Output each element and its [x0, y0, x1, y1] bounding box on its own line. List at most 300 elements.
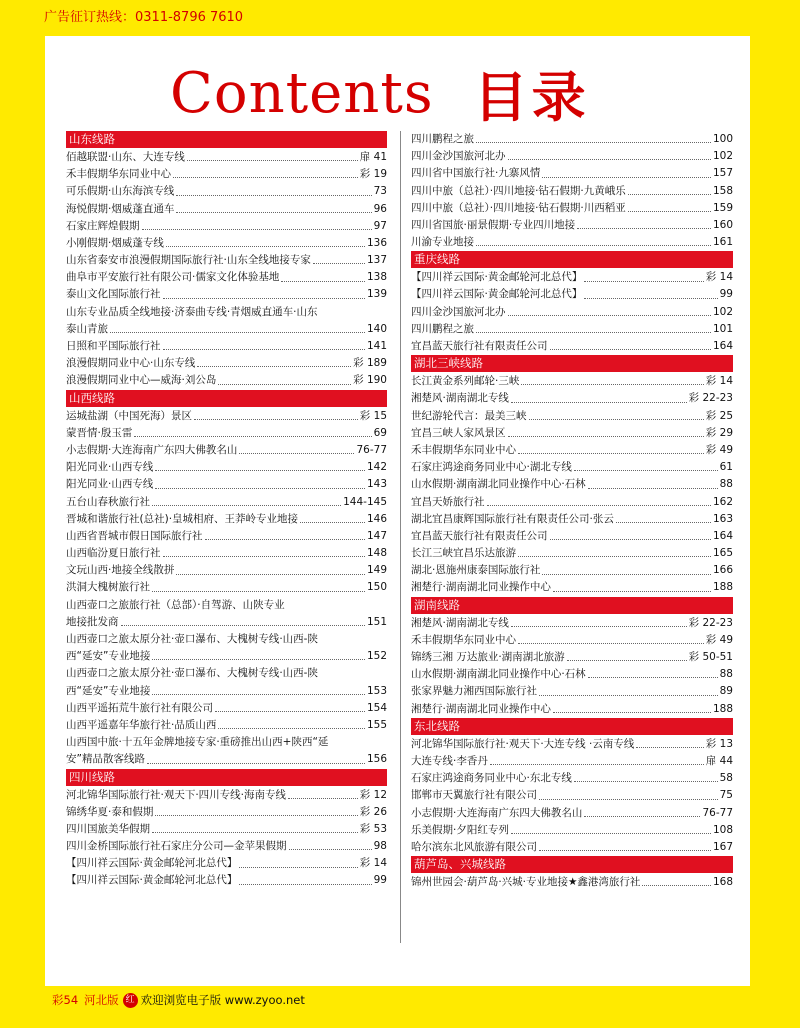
toc-entry[interactable]: [411, 874, 733, 891]
toc-entry-title: 曲阜市平安旅行社有限公司·儒家文化体验基地: [66, 271, 280, 284]
dot-leader: [518, 642, 704, 644]
toc-entry-page: 153: [366, 684, 387, 697]
title-english: Contents: [170, 61, 434, 126]
dot-leader: [553, 711, 711, 713]
toc-entry-title: 石家庄鸿途商务同业中心·东北专线: [411, 772, 572, 785]
dot-leader: [550, 538, 711, 540]
toc-entry-page: 扉 41: [359, 150, 387, 163]
page-title: [170, 55, 590, 129]
dot-leader: [508, 435, 704, 437]
toc-entry-page: 136: [366, 236, 387, 249]
toc-entry-page: 彩 50-51: [688, 651, 733, 664]
toc-entry-title: 石家庄鸿途商务同业中心·湖北专线: [411, 461, 572, 474]
dot-leader: [584, 280, 703, 282]
toc-entry-page: 75: [719, 789, 733, 802]
toc-entry[interactable]: [66, 631, 387, 648]
toc-entry-page: 彩 14: [705, 271, 733, 284]
dot-leader: [288, 797, 358, 799]
toc-entry[interactable]: [66, 787, 387, 804]
toc-entry[interactable]: [66, 201, 387, 218]
dot-leader: [289, 848, 372, 850]
toc-entry-title: 阳光同业·山西专线: [66, 461, 154, 474]
toc-entry-title: 四川省国旅·丽景假期·专业四川地接: [411, 218, 576, 231]
toc-entry[interactable]: [411, 683, 733, 700]
toc-entry-title: 山西壶口之旅太原分社·壶口瀑布、大槐树专线·山西-陕: [66, 667, 318, 680]
toc-entry-title: 湖北宜昌康辉国际旅行社有限责任公司·张云: [411, 512, 614, 525]
toc-entry[interactable]: [411, 528, 733, 545]
toc-entry[interactable]: [66, 476, 387, 493]
toc-entry[interactable]: [411, 753, 733, 770]
toc-entry-title: 【四川祥云国际·黄金邮轮河北总代】: [411, 271, 583, 284]
dot-leader: [239, 883, 371, 885]
dot-leader: [300, 521, 365, 523]
dot-leader: [636, 746, 703, 748]
toc-entry-title: 湘楚风·湖南湖北专线: [411, 392, 509, 405]
toc-entry-title: 乐美假期·夕阳红专列: [411, 823, 509, 836]
toc-entry[interactable]: [66, 166, 387, 183]
toc-entry-page: 138: [366, 271, 387, 284]
dot-leader: [476, 244, 711, 246]
toc-entry-title: 锦州世园会·葫芦岛·兴城·专业地接★鑫港湾旅行社: [411, 876, 641, 889]
toc-entry[interactable]: [66, 252, 387, 269]
toc-entry-title: 山东省泰安市浪漫假期国际旅行社·山东全线地接专家: [66, 254, 311, 267]
dot-leader: [155, 487, 365, 489]
toc-entry-title: 运城盐湖（中国死海）景区: [66, 409, 192, 422]
toc-entry-title: 禾丰假期华东同业中心: [66, 168, 171, 181]
toc-entry[interactable]: [66, 149, 387, 166]
dot-leader: [539, 798, 718, 800]
toc-entry-page: 彩 22-23: [688, 616, 733, 629]
toc-entry[interactable]: [411, 165, 733, 182]
dot-leader: [577, 227, 711, 229]
toc-entry-title: 河北锦华国际旅行社·观天下·大连专线 ·云南专线: [411, 737, 635, 750]
title-chinese: 目录: [473, 66, 590, 129]
toc-entry-page: 188: [712, 581, 733, 594]
dot-leader: [176, 211, 371, 213]
section-header: 葫芦岛、兴城线路: [411, 856, 733, 873]
toc-entry-page: 164: [712, 340, 733, 353]
toc-entry-title: 泰山文化国际旅行社: [66, 288, 161, 301]
toc-entry[interactable]: [411, 649, 733, 666]
toc-entry-title: 禾丰假期华东同业中心: [411, 633, 516, 646]
dot-leader: [163, 297, 365, 299]
toc-entry[interactable]: [411, 511, 733, 528]
toc-entry-title: 文玩山西·地接全线散拼: [66, 564, 175, 577]
dot-leader: [218, 727, 365, 729]
toc-entry-page: 149: [366, 564, 387, 577]
toc-entry[interactable]: [411, 494, 733, 511]
toc-entry-title: 山水假期·湖南湖北同业操作中心·石林: [411, 478, 586, 491]
toc-entry-page: 彩 189: [353, 357, 387, 370]
toc-entry[interactable]: [411, 666, 733, 683]
section-header: 四川线路: [66, 769, 387, 786]
toc-entry-title: 洪洞大槐树旅行社: [66, 581, 150, 594]
toc-entry[interactable]: [411, 476, 733, 493]
toc-entry-title: 蒙晋情·殷玉雷: [66, 426, 133, 439]
dot-leader: [476, 141, 711, 143]
toc-entry-title: 小志假期·大连海南广东四大佛教名山: [411, 806, 583, 819]
toc-entry[interactable]: [66, 700, 387, 717]
toc-entry[interactable]: [66, 545, 387, 562]
toc-entry[interactable]: [66, 562, 387, 579]
dot-leader: [616, 521, 711, 523]
toc-entry-title: 四川国旅美华假期: [66, 822, 150, 835]
toc-entry-page: 101: [712, 322, 733, 335]
toc-left-column: [66, 131, 387, 890]
toc-entry[interactable]: [411, 287, 733, 304]
dot-leader: [152, 693, 365, 695]
toc-entry-page: 168: [712, 876, 733, 889]
toc-entry-title: 锦绣华夏·泰和假期: [66, 805, 154, 818]
toc-entry[interactable]: [411, 787, 733, 804]
dot-leader: [205, 538, 365, 540]
dot-leader: [152, 658, 365, 660]
dot-leader: [166, 245, 365, 247]
dot-leader: [152, 504, 341, 506]
dot-leader: [508, 158, 711, 160]
dot-leader: [542, 176, 711, 178]
toc-entry-title: 四川省中国旅行社·九寨风情: [411, 167, 541, 180]
toc-entry-title: 小刚假期·烟威蓬专线: [66, 236, 164, 249]
toc-entry[interactable]: [411, 615, 733, 632]
toc-entry-page: 100: [712, 132, 733, 145]
toc-entry-page: 142: [366, 461, 387, 474]
toc-entry-page: 163: [712, 512, 733, 525]
dot-leader: [194, 418, 358, 420]
toc-entry[interactable]: [66, 838, 387, 855]
toc-entry[interactable]: [66, 821, 387, 838]
toc-entry[interactable]: [411, 459, 733, 476]
toc-entry[interactable]: [66, 218, 387, 235]
toc-entry-title: 四川鹏程之旅: [411, 322, 474, 335]
toc-entry[interactable]: [66, 494, 387, 511]
dot-leader: [218, 383, 351, 385]
dot-leader: [508, 314, 711, 316]
toc-entry[interactable]: [411, 632, 733, 649]
toc-entry-title: 哈尔滨东北风旅游有限公司: [411, 840, 537, 853]
toc-entry-page: 76-77: [702, 806, 733, 819]
toc-entry-page: 143: [366, 478, 387, 491]
toc-entry[interactable]: [411, 408, 733, 425]
toc-entry-page: 102: [712, 305, 733, 318]
footer-link-text[interactable]: 欢迎浏览电子版 www.zyoo.net: [140, 993, 305, 1007]
toc-entry[interactable]: [66, 528, 387, 545]
toc-entry-title: 山西国中旅·十五年金牌地接专家·重磅推出山西+陕西“延: [66, 736, 329, 749]
toc-entry-title: 禾丰假期华东同业中心: [411, 443, 516, 456]
dot-leader: [539, 694, 718, 696]
toc-entry-page: 彩 19: [359, 168, 387, 181]
dot-leader: [313, 262, 365, 264]
toc-entry-page: 140: [366, 322, 387, 335]
toc-entry-page: 彩 49: [705, 633, 733, 646]
dot-leader: [588, 676, 718, 678]
toc-entry-title: 山水假期·湖南湖北同业操作中心·石林: [411, 668, 586, 681]
dot-leader: [176, 194, 371, 196]
section-header: 湖北三峡线路: [411, 355, 733, 372]
toc-entry-title: 西“延安”专业地接: [66, 684, 151, 697]
dot-leader: [539, 849, 711, 851]
toc-entry[interactable]: [66, 183, 387, 200]
dot-leader: [239, 452, 354, 454]
toc-entry[interactable]: [411, 304, 733, 321]
toc-entry-title: 阳光同业·山西专线: [66, 478, 154, 491]
toc-entry-title: 长江三峡宜昌乐达旅游: [411, 547, 516, 560]
dot-leader: [155, 469, 365, 471]
page-footer: [52, 992, 305, 1008]
toc-entry[interactable]: [66, 597, 387, 614]
toc-entry[interactable]: [411, 839, 733, 856]
toc-entry[interactable]: [411, 373, 733, 390]
toc-entry-title: 山西省晋城市假日国际旅行社: [66, 529, 203, 542]
toc-entry[interactable]: [411, 234, 733, 251]
toc-entry-title: 佰越联盟·山东、大连专线: [66, 150, 185, 163]
toc-entry-page: 99: [719, 288, 733, 301]
toc-entry-page: 158: [712, 184, 733, 197]
toc-entry-page: 彩 14: [705, 375, 733, 388]
dot-leader: [511, 401, 687, 403]
toc-entry-page: 彩 29: [705, 426, 733, 439]
toc-entry-title: 长江黄金系列邮轮·三峡: [411, 375, 520, 388]
toc-entry-title: 湘楚行·湖南湖北同业操作中心: [411, 702, 551, 715]
section-header: 山西线路: [66, 390, 387, 407]
dot-leader: [134, 435, 371, 437]
toc-entry[interactable]: [411, 562, 733, 579]
dot-leader: [155, 814, 357, 816]
dot-leader: [518, 452, 704, 454]
dot-leader: [163, 555, 365, 557]
toc-entry[interactable]: [411, 701, 733, 718]
toc-entry-title: 小志假期·大连海南广东四大佛教名山: [66, 443, 238, 456]
toc-entry-page: 164: [712, 529, 733, 542]
toc-entry-title: 晋城和谐旅行社(总社)·皇城相府、王莽岭专业地接: [66, 512, 299, 525]
toc-entry[interactable]: [66, 511, 387, 528]
dot-leader: [239, 866, 357, 868]
toc-entry-page: 彩 25: [705, 409, 733, 422]
dot-leader: [518, 555, 711, 557]
toc-entry[interactable]: [411, 269, 733, 286]
dot-leader: [529, 418, 704, 420]
toc-entry[interactable]: [411, 442, 733, 459]
toc-entry-page: 141: [366, 340, 387, 353]
dot-leader: [553, 590, 711, 592]
dot-leader: [487, 504, 711, 506]
dot-leader: [121, 624, 365, 626]
section-header: 湖南线路: [411, 597, 733, 614]
toc-entry-page: 157: [712, 167, 733, 180]
toc-entry-page: 97: [373, 219, 387, 232]
toc-entry[interactable]: [411, 736, 733, 753]
dot-leader: [163, 348, 365, 350]
toc-entry-page: 162: [712, 495, 733, 508]
dot-leader: [476, 331, 711, 333]
toc-entry[interactable]: [411, 580, 733, 597]
dot-leader: [197, 365, 351, 367]
dot-leader: [152, 590, 365, 592]
toc-entry-page: 彩 53: [359, 822, 387, 835]
section-header: 山东线路: [66, 131, 387, 148]
toc-entry-title: 山西壶口之旅旅行社（总部）·自驾游、山陕专业: [66, 598, 285, 611]
toc-entry-title: 山西壶口之旅太原分社·壶口瀑布、大槐树专线·山西-陕: [66, 633, 318, 646]
toc-entry-title: 大连专线·李香丹: [411, 754, 488, 767]
toc-entry[interactable]: [66, 235, 387, 252]
toc-entry-page: 152: [366, 650, 387, 663]
toc-entry-page: 148: [366, 547, 387, 560]
dot-leader: [584, 297, 717, 299]
toc-entry[interactable]: [411, 545, 733, 562]
toc-entry[interactable]: [411, 183, 733, 200]
toc-entry[interactable]: [66, 459, 387, 476]
toc-entry[interactable]: [66, 855, 387, 872]
toc-entry-title: 石家庄辉煌假期: [66, 219, 140, 232]
toc-entry-page: 彩 22-23: [688, 392, 733, 405]
toc-entry[interactable]: [66, 683, 387, 700]
toc-entry[interactable]: [411, 390, 733, 407]
dot-leader: [147, 762, 365, 764]
toc-entry-title: 宜昌天娇旅行社: [411, 495, 485, 508]
dot-leader: [567, 659, 687, 661]
toc-entry[interactable]: [411, 217, 733, 234]
dot-leader: [574, 469, 718, 471]
toc-entry-page: 96: [373, 202, 387, 215]
toc-entry[interactable]: [66, 734, 387, 751]
toc-entry-page: 69: [373, 426, 387, 439]
toc-entry-title: 山东专业品质全线地接·济泰曲专线·青烟威直通车·山东: [66, 305, 318, 318]
dot-leader: [142, 228, 372, 230]
toc-entry-title: 【四川祥云国际·黄金邮轮河北总代】: [66, 857, 238, 870]
toc-entry-title: 湘楚风·湖南湖北专线: [411, 616, 509, 629]
toc-entry-page: 154: [366, 701, 387, 714]
toc-entry-page: 137: [366, 254, 387, 267]
toc-entry-page: 147: [366, 529, 387, 542]
toc-entry[interactable]: [411, 822, 733, 839]
toc-entry[interactable]: [66, 287, 387, 304]
toc-entry-title: 宜昌三峡人家风景区: [411, 426, 506, 439]
toc-entry-title: 四川中旅（总社）·四川地接·钻石假期·川西稻亚: [411, 201, 626, 214]
toc-entry-page: 165: [712, 547, 733, 560]
toc-entry-page: 88: [719, 668, 733, 681]
toc-entry-page: 139: [366, 288, 387, 301]
dot-leader: [176, 573, 365, 575]
ad-hotline: 广告征订热线：0311-8796 7610: [44, 10, 244, 25]
dot-leader: [187, 159, 358, 161]
dot-leader: [152, 831, 358, 833]
dot-leader: [173, 176, 358, 178]
toc-entry-page: 76-77: [356, 443, 387, 456]
dot-leader: [511, 625, 687, 627]
toc-entry-title: 地接批发商: [66, 615, 119, 628]
toc-entry[interactable]: [411, 148, 733, 165]
toc-entry-page: 167: [712, 840, 733, 853]
toc-entry-title: 四川金沙国旅河北办: [411, 150, 506, 163]
toc-entry-page: 150: [366, 581, 387, 594]
toc-entry[interactable]: [66, 614, 387, 631]
dot-leader: [642, 884, 711, 886]
section-header: 东北线路: [411, 718, 733, 735]
toc-entry-title: 【四川祥云国际·黄金邮轮河北总代】: [411, 288, 583, 301]
footer-edition: 河北版: [84, 993, 119, 1007]
toc-entry-page: 108: [712, 823, 733, 836]
toc-entry-page: 61: [719, 461, 733, 474]
toc-entry-page: 99: [373, 874, 387, 887]
toc-entry-title: 西“延安”专业地接: [66, 650, 151, 663]
dot-leader: [574, 780, 718, 782]
toc-entry[interactable]: [66, 804, 387, 821]
toc-entry-page: 144-145: [343, 495, 387, 508]
toc-entry-title: 锦绣三湘 万达旅业·湖南湖北旅游: [411, 651, 565, 664]
toc-entry[interactable]: [66, 751, 387, 768]
toc-entry[interactable]: [66, 269, 387, 286]
toc-entry[interactable]: [66, 408, 387, 425]
toc-entry[interactable]: [66, 372, 387, 389]
toc-entry-title: 四川金沙国旅河北办: [411, 305, 506, 318]
dot-leader: [588, 487, 718, 489]
toc-entry-title: 四川鹏程之旅: [411, 132, 474, 145]
toc-entry[interactable]: [411, 321, 733, 338]
toc-entry-page: 156: [366, 753, 387, 766]
toc-entry-title: 张家界魅力湘西国际旅行社: [411, 685, 537, 698]
toc-entry[interactable]: [411, 425, 733, 442]
toc-entry-title: 山西平遥嘉年华旅行社·品质山西: [66, 718, 217, 731]
dot-leader: [628, 210, 711, 212]
toc-entry[interactable]: [66, 321, 387, 338]
toc-entry-page: 188: [712, 702, 733, 715]
footer-badge-icon: 红: [123, 993, 138, 1008]
toc-entry[interactable]: [66, 442, 387, 459]
toc-entry-title: 四川中旅（总社）·四川地接·钻石假期·九黄峨乐: [411, 184, 626, 197]
toc-entry[interactable]: [66, 425, 387, 442]
column-divider: [400, 131, 401, 943]
toc-entry-title: 湘楚行·湖南湖北同业操作中心: [411, 581, 551, 594]
footer-page-number: 彩54: [52, 993, 79, 1007]
toc-entry[interactable]: [66, 717, 387, 734]
toc-entry-title: 世纪游轮代言：最美三峡: [411, 409, 527, 422]
toc-entry[interactable]: [66, 304, 387, 321]
toc-entry[interactable]: [411, 200, 733, 217]
toc-entry[interactable]: [66, 873, 387, 890]
toc-entry-title: 宜昌蓝天旅行社有限责任公司: [411, 340, 548, 353]
toc-entry-page: 146: [366, 512, 387, 525]
toc-entry[interactable]: [411, 805, 733, 822]
toc-entry-title: 川渝专业地接: [411, 236, 474, 249]
toc-entry[interactable]: [66, 580, 387, 597]
toc-entry-title: 泰山青旅: [66, 322, 108, 335]
toc-entry[interactable]: [66, 648, 387, 665]
toc-entry-page: 89: [719, 685, 733, 698]
toc-entry-title: 宜昌蓝天旅行社有限责任公司: [411, 529, 548, 542]
toc-entry-page: 159: [712, 201, 733, 214]
toc-entry[interactable]: [411, 338, 733, 355]
dot-leader: [550, 348, 711, 350]
dot-leader: [110, 331, 365, 333]
toc-entry-page: 160: [712, 218, 733, 231]
toc-entry[interactable]: [411, 770, 733, 787]
toc-entry-title: 五台山春秋旅行社: [66, 495, 150, 508]
toc-entry-title: 可乐假期·山东海滨专线: [66, 185, 175, 198]
toc-entry[interactable]: [411, 131, 733, 148]
toc-entry-page: 88: [719, 478, 733, 491]
toc-entry-title: 山西平遥拓荒牛旅行社有限公司: [66, 701, 213, 714]
dot-leader: [584, 815, 700, 817]
toc-entry-page: 98: [373, 840, 387, 853]
toc-entry-title: 浪漫假期同业中心·山东专线: [66, 357, 196, 370]
dot-leader: [521, 383, 703, 385]
toc-entry-title: 山西临汾夏日旅行社: [66, 547, 161, 560]
toc-entry-title: 河北锦华国际旅行社·观天下·四川专线·海南专线: [66, 788, 287, 801]
toc-entry[interactable]: [66, 355, 387, 372]
toc-entry[interactable]: [66, 665, 387, 682]
toc-entry-title: 四川金桥国际旅行社石家庄分公司—金苹果假期: [66, 840, 287, 853]
toc-entry[interactable]: [66, 338, 387, 355]
